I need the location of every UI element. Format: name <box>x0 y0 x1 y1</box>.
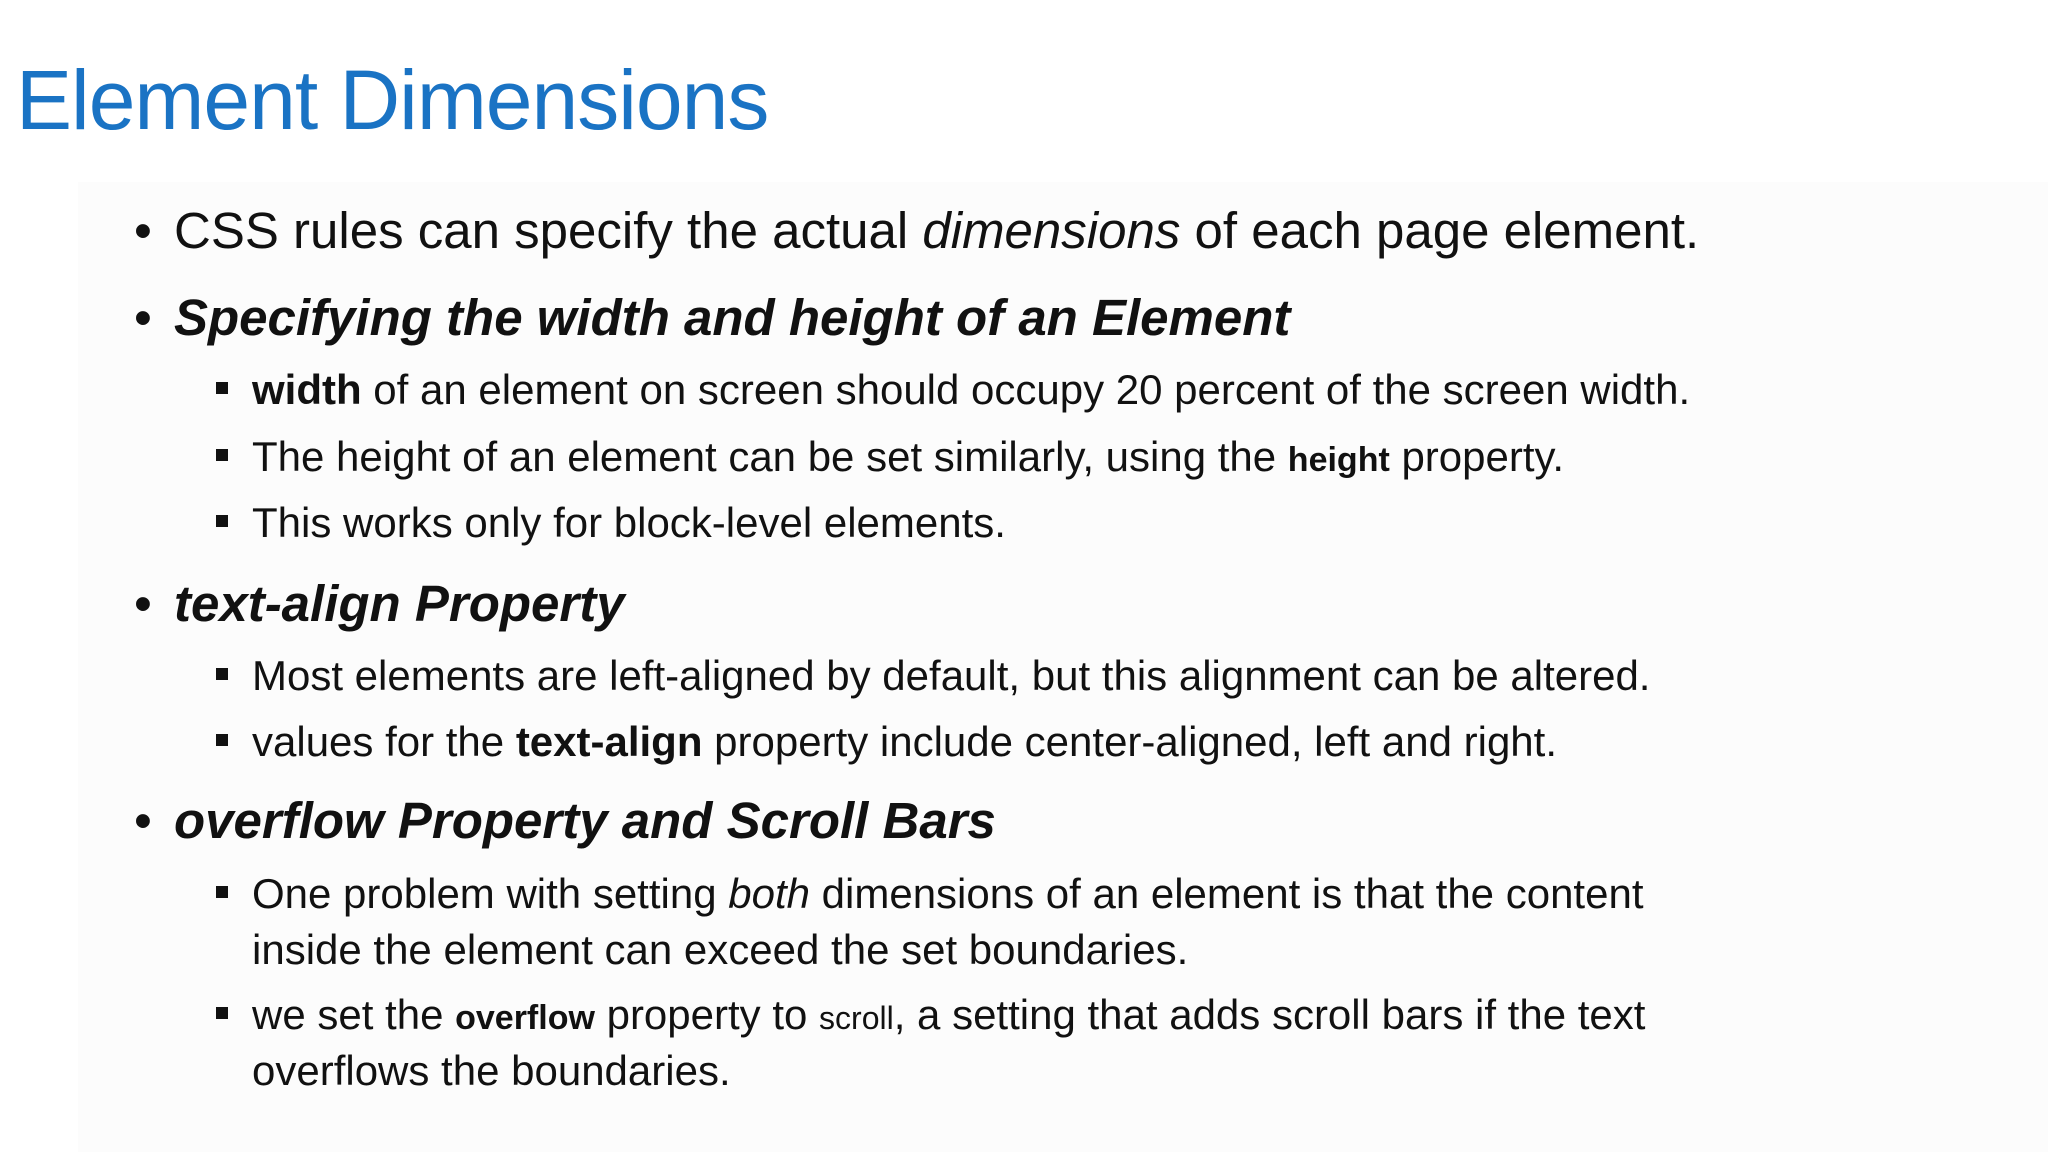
sub-bullet-text <box>252 362 1690 418</box>
sub-bullet-text <box>252 987 1645 1046</box>
square-bullet-icon <box>216 1007 228 1019</box>
sub-bullet-text <box>252 714 1557 770</box>
square-bullet-icon <box>216 734 228 746</box>
square-bullet-icon <box>216 668 228 680</box>
sub-bullet-text <box>252 429 1564 488</box>
text-run: One problem with setting <box>252 870 729 917</box>
text-run: property include center-aligned, left and right. <box>702 718 1557 765</box>
bullet-heading: Specifying the width and height of an Element <box>174 289 1291 346</box>
text-run: values for the <box>252 718 516 765</box>
bullet-dot: • <box>134 575 152 632</box>
keyword-width: width <box>252 366 362 413</box>
bullet-dot: • <box>134 202 152 259</box>
keyword-text-align: text-align <box>515 718 703 765</box>
text-run: The height of an element can be set similarly, using the <box>252 433 1288 480</box>
emphasis-both: both <box>728 870 810 917</box>
bullet-dot: • <box>134 792 152 849</box>
sub-bullet-text-line2: inside the element can exceed the set boundaries. <box>252 926 1189 973</box>
bullet-dot: • <box>134 289 152 346</box>
square-bullet-icon <box>216 449 228 461</box>
square-bullet-icon <box>216 515 228 527</box>
bullet-text <box>174 202 1700 259</box>
square-bullet-icon <box>216 382 228 394</box>
text-run: we set the <box>252 991 456 1038</box>
text-run: of an element on screen should occupy 20 percent of the screen width. <box>361 366 1691 413</box>
keyword-scroll: scroll <box>819 1000 894 1036</box>
text-run: CSS rules can specify the actual <box>174 202 923 259</box>
keyword-height: height <box>1287 441 1390 479</box>
sub-bullet-text <box>252 866 1643 922</box>
text-run: , a setting that adds scroll bars if the text <box>893 991 1646 1038</box>
keyword-overflow: overflow <box>455 999 595 1037</box>
sub-bullet-text: Most elements are left-aligned by default, but this alignment can be altered. <box>252 652 1651 699</box>
bullet-heading: text-align Property <box>174 575 625 632</box>
text-run: property to <box>594 991 820 1038</box>
slide-title: Element Dimensions <box>16 53 769 147</box>
square-bullet-icon <box>216 886 228 898</box>
sub-bullet-text: This works only for block-level elements. <box>252 499 1006 546</box>
emphasis-dimensions: dimensions <box>922 202 1181 259</box>
bullet-heading: overflow Property and Scroll Bars <box>174 792 996 849</box>
text-run: dimensions of an element is that the content <box>809 870 1644 917</box>
text-run: of each page element. <box>1180 202 1700 259</box>
text-run: property. <box>1389 433 1565 480</box>
sub-bullet-text-line2: overflows the boundaries. <box>252 1047 731 1094</box>
